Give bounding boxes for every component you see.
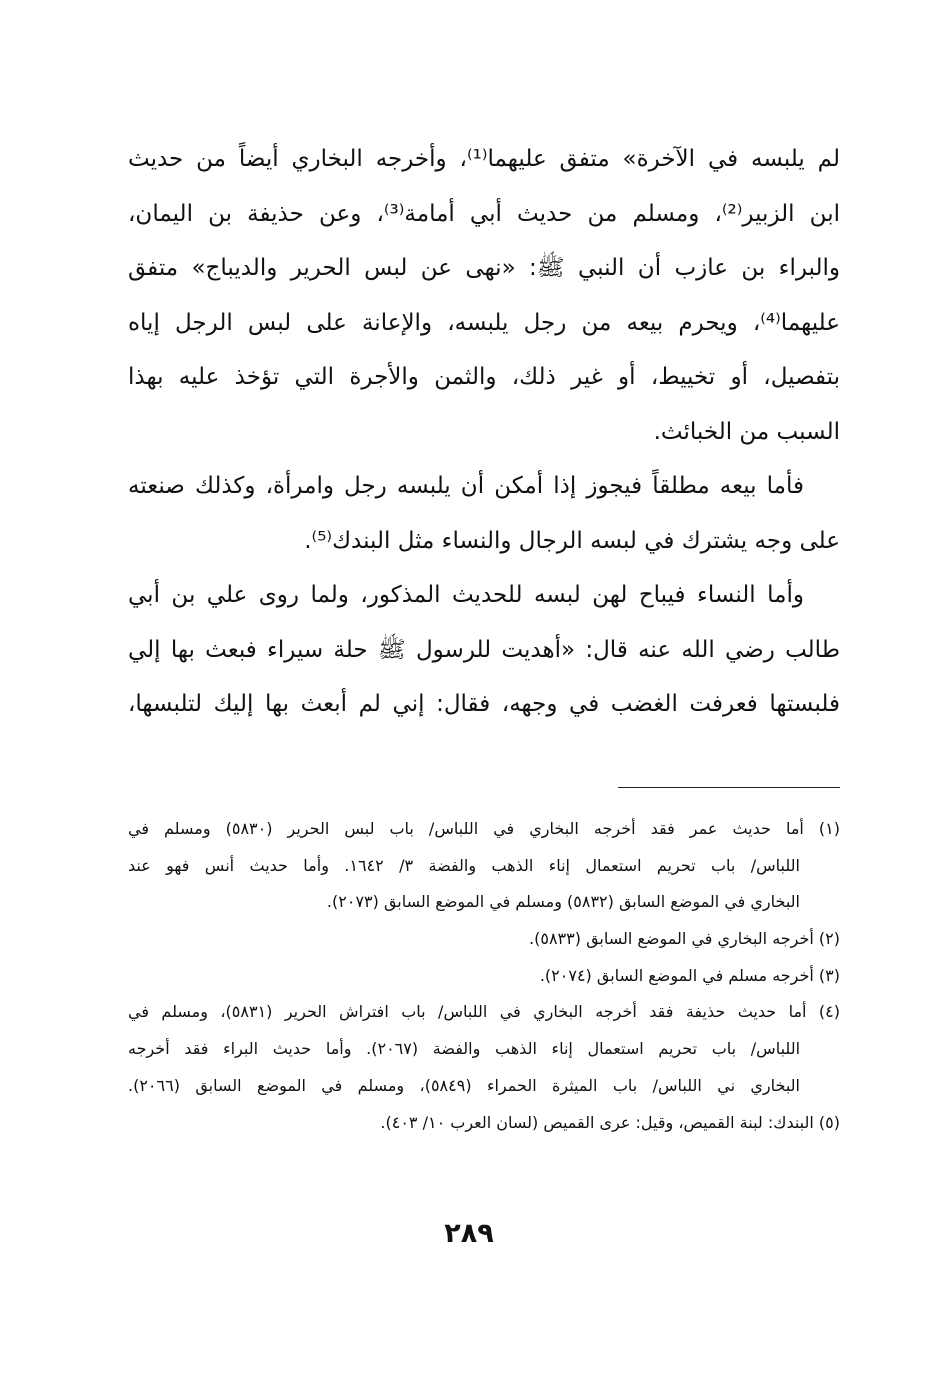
footnotes [128,811,840,1141]
text-line: على وجه يشترك في لبسه الرجال والنساء مثل البندك⁽⁵⁾. [304,527,840,554]
text-line: والبراء بن عازب أن النبي ﷺ: «نهى عن لبس الحرير والديباج» متفق [128,255,840,281]
text-line: ابن الزبير⁽²⁾، ومسلم من حديث أبي أمامة⁽³⁾، وعن حذيفة بن اليمان، [128,200,840,227]
footnote-line: اللباس/ باب تحريم استعمال إناء الذهب والفضة (٢٠٦٧). وأما حديث البراء فقد أخرجه [128,1039,801,1059]
footnote-line: (٥) البندك: لبنة القميص، وقيل: عرى القميص (لسان العرب ١٠/ ٤٠٣). [380,1112,840,1132]
footnote-line: (٤) أما حديث حذيفة فقد أخرجه البخاري في اللباس/ باب افتراش الحرير (٥٨٣١)، ومسلم في [128,1002,841,1022]
text-line: لم يلبسه في الآخرة» متفق عليهما⁽¹⁾، وأخرجه البخاري أيضاً من حديث [128,146,840,172]
text-line: بتفصيل، أو تخييط، أو غير ذلك، والثمن والأجرة التي تؤخذ عليه بهذا [128,364,840,390]
text-line: وأما النساء فيباح لهن لبسه للحديث المذكور، ولما روى علي بن أبي [128,582,804,608]
text-line: السبب من الخبائث. [653,418,840,445]
page-number: ٢٨٩ [444,1218,494,1249]
footnote-line: البخاري ني اللباس/ باب الميثرة الحمراء (٥٨٤٩)، ومسلم في الموضع السابق (٢٠٦٦). [128,1075,800,1095]
text-line: عليهما⁽⁴⁾، ويحرم بيعه من رجل يلبسه، والإعانة على لبس الرجل إياه [128,309,840,336]
main-text [128,132,840,732]
footnote-line: البخاري في الموضع السابق (٥٨٣٢) ومسلم في الموضع السابق (٢٠٧٣). [326,892,800,912]
footnote-line: (١) أما حديث عمر فقد أخرجه البخاري في اللباس/ باب لبس الحرير (٥٨٣٠) ومسلم في [128,819,840,838]
footnote-divider [618,787,840,788]
text-line: طالب رضي الله عنه قال: «أهديت للرسول ﷺ حلة سيراء فبعث بها إلي [128,636,840,663]
text-line: فأما بيعه مطلقاً فيجوز إذا أمكن أن يلبسه رجل وامرأة، وكذلك صنعته [128,473,804,499]
text-line: فلبستها فعرفت الغضب في وجهه، فقال: إني لم أبعث بها إليك لتلبسها، [128,691,840,717]
footnote-line: (٣) أخرجه مسلم في الموضع السابق (٢٠٧٤). [539,965,840,985]
footnote-line: اللباس/ باب تحريم استعمال إناء الذهب والفضة ٣/ ١٦٤٢. وأما حديث أنس فهو عند [128,855,800,875]
footnote-line: (٢) أخرجه البخاري في الموضع السابق (٥٨٣٣). [529,929,840,949]
